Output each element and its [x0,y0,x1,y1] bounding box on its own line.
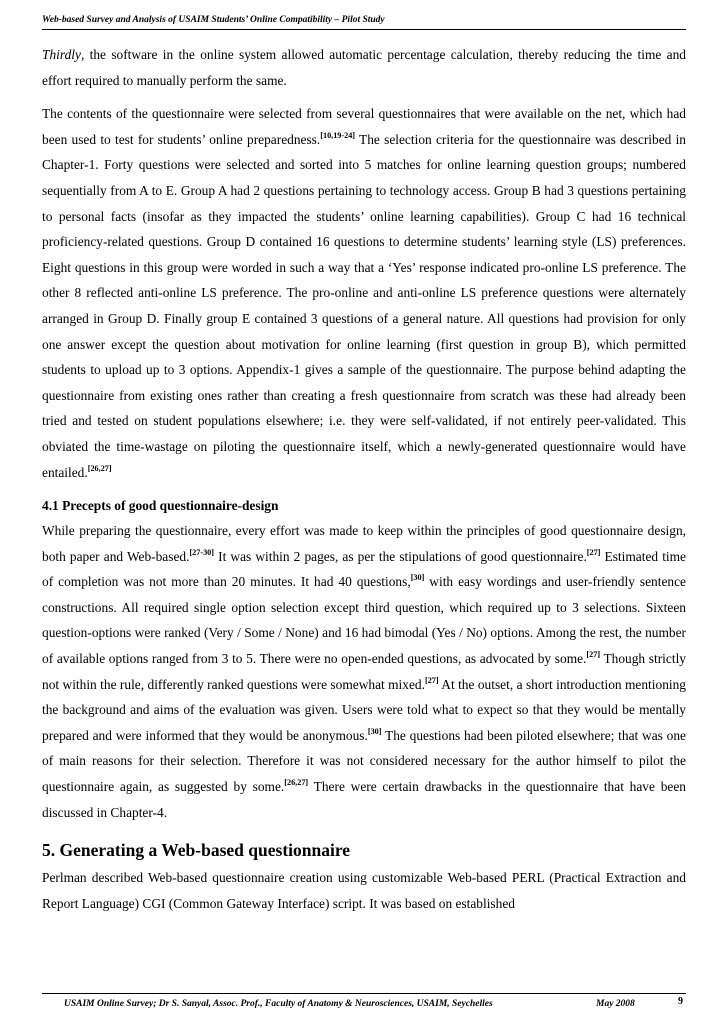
citation: [27] [424,675,439,685]
citation: [30] [410,573,425,583]
paragraph-text: It was within 2 pages, as per the stipulations of good questionnaire. [214,548,587,564]
citation: [26,27] [284,778,309,788]
section-heading-5: 5. Generating a Web-based questionnaire [42,840,351,861]
paragraph-text: , the software in the online system allowed automatic percentage calculation, thereby reducing the time and effort required to manually perform the same. [42,47,686,88]
paragraph-text: Though strictly not within the rule, differently ranked questions were somewhat mixed. [42,651,686,692]
running-header [42,15,686,30]
paragraph-perlman [42,865,686,916]
paragraph-text: There were certain drawbacks in the questionnaire that have been discussed in Chapter-4. [42,779,686,820]
paragraph-text: The contents of the questionnaire were selected from several questionnaires that were available on the net, which had been used to test for students’ online preparedness. [42,106,686,147]
footer-text: USAIM Online Survey; Dr S. Sanyal, Assoc. Prof., Faculty of Anatomy & Neurosciences, USAIM, Seychelles [64,999,493,1009]
paragraph-text: While preparing the questionnaire, every effort was made to keep within the principles of good questionnaire design, both paper and Web-based. [42,523,686,564]
paragraph-text: with easy wordings and user-friendly sentence constructions. All required single option selection except third question, which required up to 3 selections. Sixteen question-options were ranked (Very / Some / None) and 16 had bimodal (Yes / No) options. Among the rest, the number of available options ranged from 3 to 5. There were no open-ended questions, as advocated by some. [42,574,686,667]
paragraph-precepts [42,518,686,825]
paragraph-text: The selection criteria for the questionnaire was described in Chapter-1. Forty questions were selected and sorted into 5 matches for online learning question groups; numbered sequentially from A to E. Group A had 2 questions pertaining to technology access. Group B had 3 questions pertaining to personal facts (insofar as they impacted the students’ online learning capabilities). Group C had 16 technical proficiency-related questions. Group D contained 16 questions to determine students’ learning style (LS) preferences. Eight questions in this group were worded in such a way that a ‘Yes’ response indicated pro-online LS preference. The other 8 reflected anti-online LS preference. The pro-online and anti-online LS preference questions were alternately arranged in Group D. Finally group E contained 3 questions of a general nature. All questions had provision for only one answer except the question about motivation for online learning (first question in group B), which permitted students to upload up to 3 options. Appendix-1 gives a sample of the questionnaire. The purpose behind adapting the questionnaire from existing ones rather than creating a fresh questionnaire from scratch was these had already been tried and tested on student populations elsewhere; i.e. they were self-validated, if not entirely peer-validated. This obviated the time-wastage on piloting the questionnaire itself, which a newly-generated questionnaire would have entailed. [42,131,686,480]
citation: [27] [586,547,601,557]
paragraph-questionnaire-contents [42,101,686,485]
paragraph-lead-word: Thirdly [42,47,81,62]
citation: [27-30] [189,547,215,557]
paragraph-thirdly [42,42,686,93]
paragraph-text: The questions had been piloted elsewhere; that was one of main reasons for their selection. Therefore it was not considered necessary for the author himself to pilot the questionnaire again, as suggested by some. [42,727,686,795]
page-number: 9 [678,996,683,1007]
paragraph-text: Perlman described Web-based questionnaire creation using customizable Web-based PERL (Practical Extraction and Report Language) CGI (Common Gateway Interface) script. It was based on established [42,870,686,911]
citation: [27] [586,650,601,660]
page-footer [42,993,686,1013]
citation: [26,27] [87,463,112,473]
footer-date: May 2008 [596,999,635,1009]
paragraph-text: Estimated time of completion was not more than 20 minutes. It had 40 questions, [42,548,686,590]
running-title: Web-based Survey and Analysis of USAIM Students’ Online Compatibility – Pilot Study [42,15,385,25]
paragraph-text: At the outset, a short introduction mentioning the background and aims of the evaluation was given. Users were told what to expect so that they would be mentally prepared and were informed that they would be anonymous. [42,676,686,743]
section-heading-4-1: 4.1 Precepts of good questionnaire-design [42,498,279,514]
page-body [42,42,686,916]
citation: [10,19-24] [320,130,356,140]
citation: [30] [367,726,382,736]
